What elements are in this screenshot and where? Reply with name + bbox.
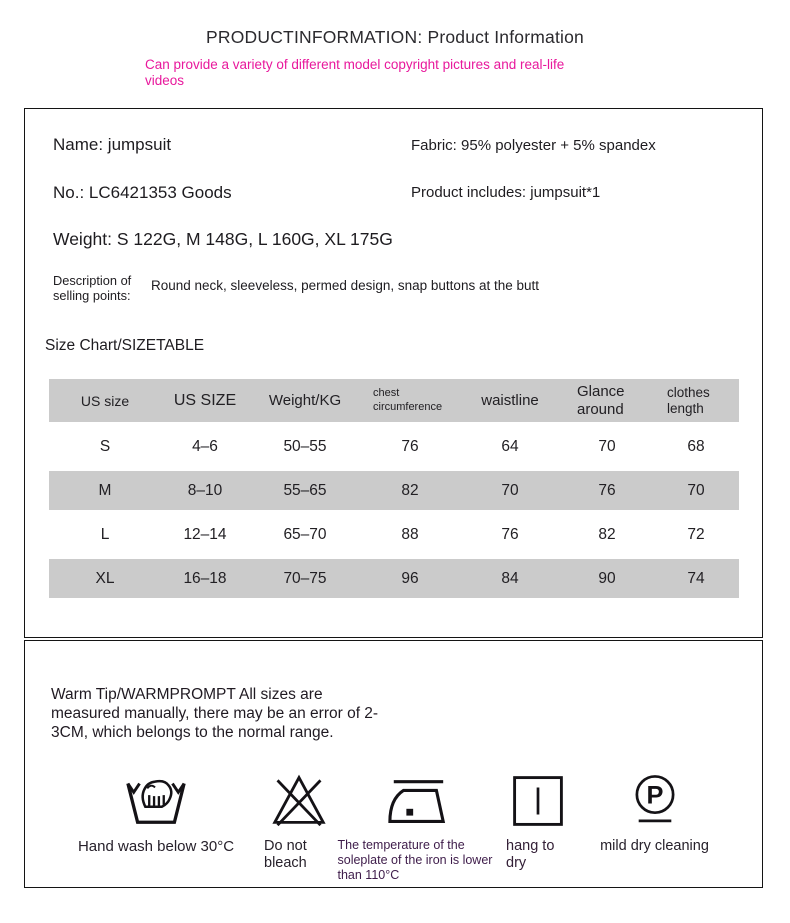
care-item-iron-low — [335, 767, 500, 883]
cell: S — [99, 437, 111, 455]
cell: 64 — [501, 437, 519, 455]
cell: 8–10 — [187, 481, 223, 499]
product-fabric: Fabric: 95% polyester + 5% spandex — [411, 137, 656, 154]
table-row-s — [49, 427, 739, 466]
cell: 76 — [401, 437, 419, 455]
description-value: Round neck, sleeveless, permed design, snap buttons at the butt — [151, 278, 539, 293]
product-info-box — [24, 108, 763, 638]
cell: 70 — [501, 481, 519, 499]
cell: 76 — [501, 525, 519, 543]
column-header-waistline: waistline — [481, 392, 539, 409]
care-item-hand-wash — [61, 767, 251, 855]
care-item-hang-dry — [497, 767, 579, 873]
column-header-glance-around: Glance around — [577, 383, 625, 418]
warm-tip-text: Warm Tip/WARMPROMPT All sizes are measured manually, there may be an error of 2-3CM, which belongs to the normal range. — [51, 686, 379, 742]
care-caption: Hand wash below 30°C — [77, 838, 235, 855]
cell: 65–70 — [283, 525, 327, 543]
cell: 76 — [598, 481, 616, 499]
warm-tip-box — [24, 640, 763, 888]
cell: 70 — [598, 437, 616, 455]
cell: M — [98, 481, 112, 499]
hand-wash-icon — [125, 767, 187, 829]
product-weight: Weight: S 122G, M 148G, L 160G, XL 175G — [53, 229, 393, 249]
cell: 70 — [687, 481, 705, 499]
care-caption: hang to dry — [506, 838, 555, 872]
size-chart-title: Size Chart/SIZETABLE — [45, 337, 205, 354]
cell: 82 — [598, 525, 616, 543]
care-caption: The temperature of the soleplate of the iron is lower than 110°C — [337, 838, 493, 882]
care-caption: Do not bleach — [264, 838, 307, 872]
cell: 90 — [598, 569, 616, 587]
cell: 88 — [401, 525, 419, 543]
column-header-us-size-caps: US SIZE — [173, 391, 237, 409]
size-table — [49, 379, 739, 603]
care-caption: mild dry cleaning — [600, 838, 709, 854]
column-header-us-size: US size — [80, 392, 130, 409]
hang-to-dry-icon — [497, 767, 579, 829]
cell: 72 — [687, 525, 705, 543]
care-item-do-not-bleach — [251, 767, 347, 872]
cell: XL — [95, 569, 115, 587]
cell: 12–14 — [183, 525, 227, 543]
page-subtitle: Can provide a variety of different model copyright pictures and real-life videos — [145, 57, 565, 89]
description-label: Description of selling points: — [53, 273, 132, 304]
table-row-l — [49, 515, 739, 554]
cell: 82 — [401, 481, 419, 499]
iron-low-temp-icon — [387, 767, 449, 829]
product-name: Name: jumpsuit — [53, 135, 172, 154]
cell: 70–75 — [283, 569, 327, 587]
cell: 84 — [501, 569, 519, 587]
do-not-bleach-icon — [251, 767, 347, 829]
column-header-weight: Weight/KG — [268, 392, 342, 409]
cell: 74 — [687, 569, 705, 587]
cell: 50–55 — [283, 437, 327, 455]
cell: 68 — [687, 437, 705, 455]
care-item-dry-clean — [587, 767, 722, 854]
table-row-m — [49, 471, 739, 510]
column-header-clothes-length: clothes length — [667, 384, 710, 416]
product-includes: Product includes: jumpsuit*1 — [411, 184, 601, 201]
size-table-header-row — [49, 379, 739, 422]
cell: 4–6 — [192, 437, 218, 455]
cell: 55–65 — [283, 481, 327, 499]
column-header-chest: chest circumference — [373, 387, 443, 413]
table-row-xl — [49, 559, 739, 598]
product-number: No.: LC6421353 Goods — [53, 183, 232, 202]
cell: 96 — [401, 569, 419, 587]
cell: L — [100, 525, 110, 543]
cell: 16–18 — [183, 569, 227, 587]
page-title: PRODUCTINFORMATION: Product Information — [206, 27, 584, 47]
svg-text:P: P — [646, 781, 663, 810]
mild-dry-clean-icon — [626, 767, 684, 829]
